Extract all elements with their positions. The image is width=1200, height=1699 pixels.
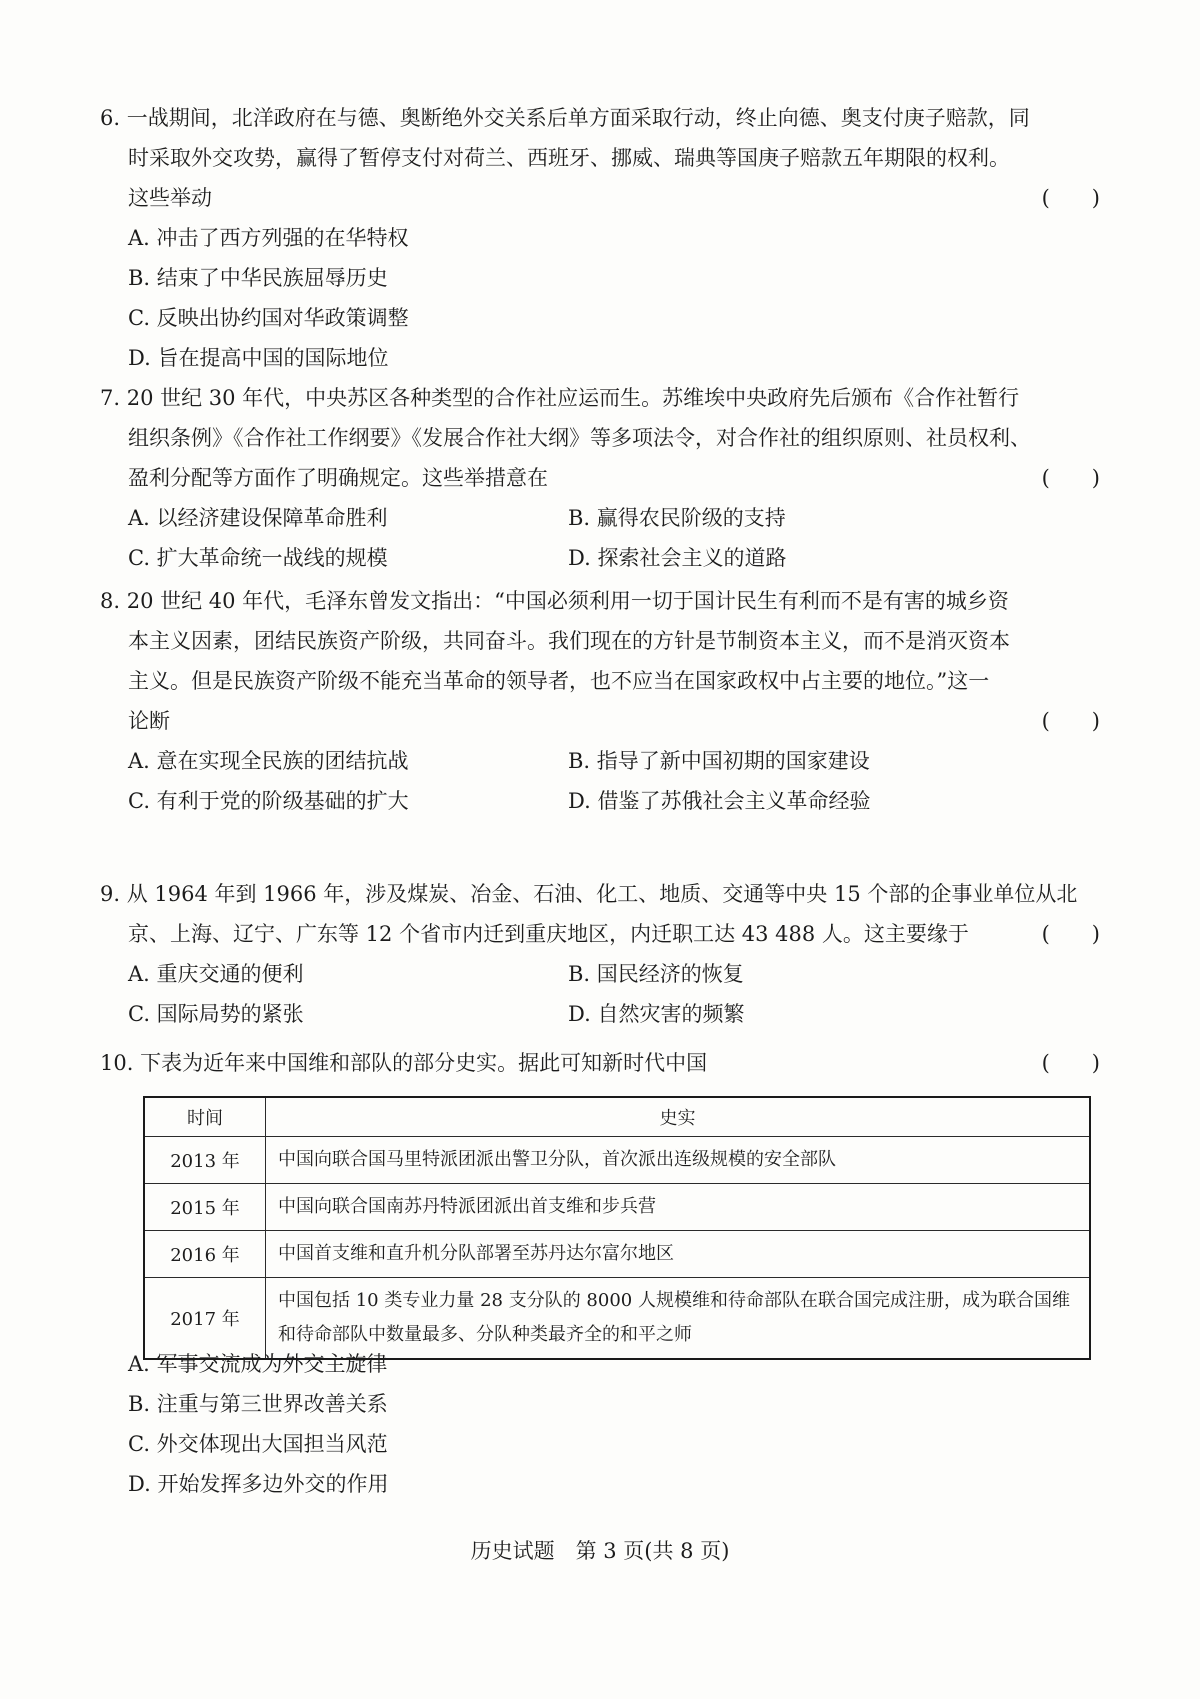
question-9 — [100, 874, 1100, 1034]
option-d: D. 开始发挥多边外交的作用 — [128, 1472, 389, 1496]
year-cell: 2013 年 — [144, 1137, 266, 1184]
stem-line: 9. 从 1964 年到 1966 年，涉及煤炭、冶金、石油、化工、地质、交通等中央 15 个部的企事业单位从北 — [100, 882, 1078, 906]
table-header-row — [144, 1097, 1090, 1137]
option-c: C. 扩大革命统一战线的规模 — [128, 546, 388, 570]
column-header-time: 时间 — [144, 1097, 266, 1137]
option-b: B. 国民经济的恢复 — [568, 962, 744, 986]
stem-line: 这些举动 — [128, 186, 212, 210]
stem-line: 主义。但是民族资产阶级不能充当革命的领导者，也不应当在国家政权中占主要的地位。”这一 — [128, 669, 990, 693]
stem-line: 10. 下表为近年来中国维和部队的部分史实。据此可知新时代中国 — [100, 1051, 708, 1075]
question-6 — [100, 98, 1100, 378]
answer-parentheses: ( ) — [1041, 186, 1100, 210]
column-header-fact: 史实 — [266, 1097, 1091, 1137]
question-6-options — [100, 218, 1100, 378]
fact-cell: 中国包括 10 类专业力量 28 支分队的 8000 人规模维和待命部队在联合国完成注册，成为联合国维和待命部队中数量最多、分队种类最齐全的和平之师 — [266, 1278, 1091, 1360]
stem-line: 盈利分配等方面作了明确规定。这些举措意在 — [128, 466, 548, 490]
option-a: A. 军事交流成为外交主旋律 — [128, 1352, 388, 1376]
fact-cell: 中国首支维和直升机分队部署至苏丹达尔富尔地区 — [266, 1231, 1091, 1278]
stem-line: 本主义因素，团结民族资产阶级，共同奋斗。我们现在的方针是节制资本主义，而不是消灭资本 — [128, 629, 1010, 653]
fact-cell: 中国向联合国马里特派团派出警卫分队，首次派出连级规模的安全部队 — [266, 1137, 1091, 1184]
stem-line: 时采取外交攻势，赢得了暂停支付对荷兰、西班牙、挪威、瑞典等国庚子赔款五年期限的权利。 — [128, 146, 1010, 170]
question-7-options — [100, 498, 1100, 578]
year-cell: 2015 年 — [144, 1184, 266, 1231]
stem-line: 6. 一战期间，北洋政府在与德、奥断绝外交关系后单方面采取行动，终止向德、奥支付庚子赔款，同 — [100, 106, 1030, 130]
option-a: A. 重庆交通的便利 — [128, 962, 304, 986]
option-a: A. 以经济建设保障革命胜利 — [128, 506, 388, 530]
option-a: A. 冲击了西方列强的在华特权 — [128, 226, 409, 250]
table-row — [144, 1184, 1090, 1231]
stem-line: 8. 20 世纪 40 年代，毛泽东曾发文指出：“中国必须利用一切于国计民生有利而不是有害的城乡资 — [100, 589, 1009, 613]
option-d: D. 借鉴了苏俄社会主义革命经验 — [568, 789, 871, 813]
question-10-options — [100, 1344, 1100, 1504]
stem-line: 论断 — [128, 709, 170, 733]
year-cell: 2017 年 — [144, 1278, 266, 1360]
option-b: B. 结束了中华民族屈辱历史 — [128, 266, 388, 290]
option-b: B. 注重与第三世界改善关系 — [128, 1392, 388, 1416]
option-c: C. 有利于党的阶级基础的扩大 — [128, 789, 409, 813]
question-6-stem — [100, 98, 1100, 218]
question-9-stem — [100, 874, 1100, 954]
question-8-stem — [100, 581, 1100, 741]
question-8 — [100, 581, 1100, 821]
option-c: C. 反映出协约国对华政策调整 — [128, 306, 409, 330]
option-b: B. 赢得农民阶级的支持 — [568, 506, 786, 530]
option-c: C. 外交体现出大国担当风范 — [128, 1432, 388, 1456]
page-footer: 历史试题 第 3 页(共 8 页) — [470, 1539, 730, 1563]
year-cell: 2016 年 — [144, 1231, 266, 1278]
answer-parentheses: ( ) — [1041, 466, 1100, 490]
option-d: D. 探索社会主义的道路 — [568, 546, 787, 570]
table-row — [144, 1231, 1090, 1278]
question-10-options-block — [100, 1344, 1100, 1504]
answer-parentheses: ( ) — [1041, 922, 1100, 946]
option-a: A. 意在实现全民族的团结抗战 — [128, 749, 409, 773]
option-c: C. 国际局势的紧张 — [128, 1002, 304, 1026]
stem-line: 组织条例》《合作社工作纲要》《发展合作社大纲》等多项法令，对合作社的组织原则、社员权利、 — [128, 426, 1031, 450]
question-7-stem — [100, 378, 1100, 498]
option-d: D. 自然灾害的频繁 — [568, 1002, 745, 1026]
question-10-stem — [100, 1043, 1100, 1083]
question-10 — [100, 1043, 1100, 1083]
stem-line: 京、上海、辽宁、广东等 12 个省市内迁到重庆地区，内迁职工达 43 488 人。这主要缘于 — [128, 922, 969, 946]
question-8-options — [100, 741, 1100, 821]
question-9-options — [100, 954, 1100, 1034]
peacekeeping-table — [143, 1096, 1091, 1360]
answer-parentheses: ( ) — [1041, 1051, 1100, 1075]
fact-cell: 中国向联合国南苏丹特派团派出首支维和步兵营 — [266, 1184, 1091, 1231]
stem-line: 7. 20 世纪 30 年代，中央苏区各种类型的合作社应运而生。苏维埃中央政府先后颁布《合作社暂行 — [100, 386, 1020, 410]
option-d: D. 旨在提高中国的国际地位 — [128, 346, 389, 370]
answer-parentheses: ( ) — [1041, 709, 1100, 733]
option-b: B. 指导了新中国初期的国家建设 — [568, 749, 870, 773]
table-row — [144, 1137, 1090, 1184]
question-7 — [100, 378, 1100, 578]
